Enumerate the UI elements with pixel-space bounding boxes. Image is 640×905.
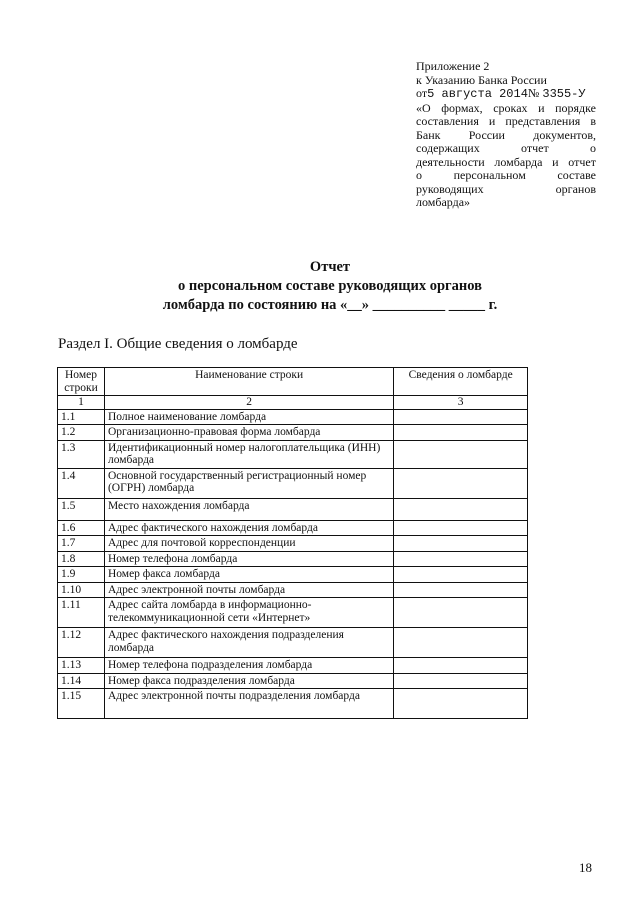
row-number: 1.14 xyxy=(58,673,105,689)
table-row xyxy=(58,409,528,425)
column-number-1: 1 xyxy=(58,396,105,410)
row-number: 1.2 xyxy=(58,425,105,441)
page-number: 18 xyxy=(579,860,592,875)
decree-number: 3355-У xyxy=(542,87,586,101)
header-row-name: Наименование строки xyxy=(104,368,393,396)
row-number: 1.8 xyxy=(58,551,105,567)
info-table xyxy=(57,367,528,719)
row-name: Номер телефона ломбарда xyxy=(104,551,393,567)
table-row xyxy=(58,425,528,441)
header-info: Сведения о ломбарде xyxy=(394,368,528,396)
table-row xyxy=(58,628,528,658)
row-name: Номер телефона подразделения ломбарда xyxy=(104,658,393,674)
row-value[interactable] xyxy=(394,520,528,536)
row-name: Организационно-правовая форма ломбарда xyxy=(104,425,393,441)
row-value[interactable] xyxy=(394,673,528,689)
report-title-line-2: о персональном составе руководящих органов xyxy=(178,278,482,294)
row-value[interactable] xyxy=(394,551,528,567)
row-value[interactable] xyxy=(394,658,528,674)
table-row xyxy=(58,440,528,468)
decree-title-line-7: руководящих органов xyxy=(416,181,596,196)
table-column-number-row xyxy=(58,396,528,410)
decree-title-line-1: «О формах, сроках и порядке xyxy=(416,100,596,115)
table-row xyxy=(58,536,528,552)
table-header-row xyxy=(58,368,528,396)
table-row xyxy=(58,673,528,689)
number-sign: № xyxy=(527,86,540,100)
table-row xyxy=(58,598,528,628)
table-row xyxy=(58,582,528,598)
row-name: Идентификационный номер налогоплательщика (ИНН) ломбарда xyxy=(104,440,393,468)
row-name: Адрес фактического нахождения подразделения ломбарда xyxy=(104,628,393,658)
decree-title-line-5: деятельности ломбарда и отчет xyxy=(416,154,596,169)
header-row-number: Номер строки xyxy=(58,368,105,396)
from-prefix: от xyxy=(416,86,428,100)
row-number: 1.1 xyxy=(58,409,105,425)
row-number: 1.13 xyxy=(58,658,105,674)
appendix-block xyxy=(416,60,596,210)
row-number: 1.11 xyxy=(58,598,105,628)
report-title-line-3: ломбарда по состоянию на «__» __________ _____ г. xyxy=(162,297,498,313)
row-name: Адрес электронной почты ломбарда xyxy=(104,582,393,598)
row-value[interactable] xyxy=(394,689,528,719)
row-number: 1.12 xyxy=(58,628,105,658)
row-name: Адрес фактического нахождения ломбарда xyxy=(104,520,393,536)
row-number: 1.10 xyxy=(58,582,105,598)
column-number-3: 3 xyxy=(394,396,528,410)
decree-title-line-4: содержащих отчет о xyxy=(416,141,596,155)
row-number: 1.7 xyxy=(58,536,105,552)
row-number: 1.9 xyxy=(58,567,105,583)
row-value[interactable] xyxy=(394,498,528,520)
decree-title-line-8: ломбарда» xyxy=(416,195,471,209)
table-row xyxy=(58,689,528,719)
row-number: 1.5 xyxy=(58,498,105,520)
report-title xyxy=(140,258,520,315)
row-value[interactable] xyxy=(394,536,528,552)
row-name: Место нахождения ломбарда xyxy=(104,498,393,520)
appendix-reference: к Указанию Банка России xyxy=(416,72,547,87)
table-row xyxy=(58,520,528,536)
section-title: Раздел I. Общие сведения о ломбарде xyxy=(58,336,298,352)
row-value[interactable] xyxy=(394,567,528,583)
row-name: Полное наименование ломбарда xyxy=(104,409,393,425)
decree-title-line-3: Банк России документов, xyxy=(416,127,596,142)
row-number: 1.3 xyxy=(58,440,105,468)
row-number: 1.15 xyxy=(58,689,105,719)
row-value[interactable] xyxy=(394,628,528,658)
row-number: 1.6 xyxy=(58,520,105,536)
row-name: Номер факса подразделения ломбарда xyxy=(104,673,393,689)
table-row xyxy=(58,551,528,567)
row-name: Адрес для почтовой корреспонденции xyxy=(104,536,393,552)
column-number-2: 2 xyxy=(104,396,393,410)
row-value[interactable] xyxy=(394,598,528,628)
decree-title-line-2: составления и представления в xyxy=(416,114,596,128)
row-name: Адрес электронной почты подразделения ломбарда xyxy=(104,689,393,719)
table-row xyxy=(58,468,528,498)
row-value[interactable] xyxy=(394,425,528,441)
table-row xyxy=(58,567,528,583)
row-value[interactable] xyxy=(394,440,528,468)
row-value[interactable] xyxy=(394,582,528,598)
row-name: Номер факса ломбарда xyxy=(104,567,393,583)
row-name: Адрес сайта ломбарда в информационно-телекоммуникационной сети «Интернет» xyxy=(104,598,393,628)
row-value[interactable] xyxy=(394,409,528,425)
decree-date: 5 августа 2014 xyxy=(427,87,528,101)
decree-title-line-6: о персональном составе xyxy=(416,168,596,182)
appendix-title: Приложение 2 xyxy=(416,59,490,73)
table-row xyxy=(58,498,528,520)
row-name: Основной государственный регистрационный номер (ОГРН) ломбарда xyxy=(104,468,393,498)
appendix-date-number xyxy=(416,87,596,102)
report-title-line-1: Отчет xyxy=(309,259,351,275)
row-number: 1.4 xyxy=(58,468,105,498)
table-row xyxy=(58,658,528,674)
row-value[interactable] xyxy=(394,468,528,498)
